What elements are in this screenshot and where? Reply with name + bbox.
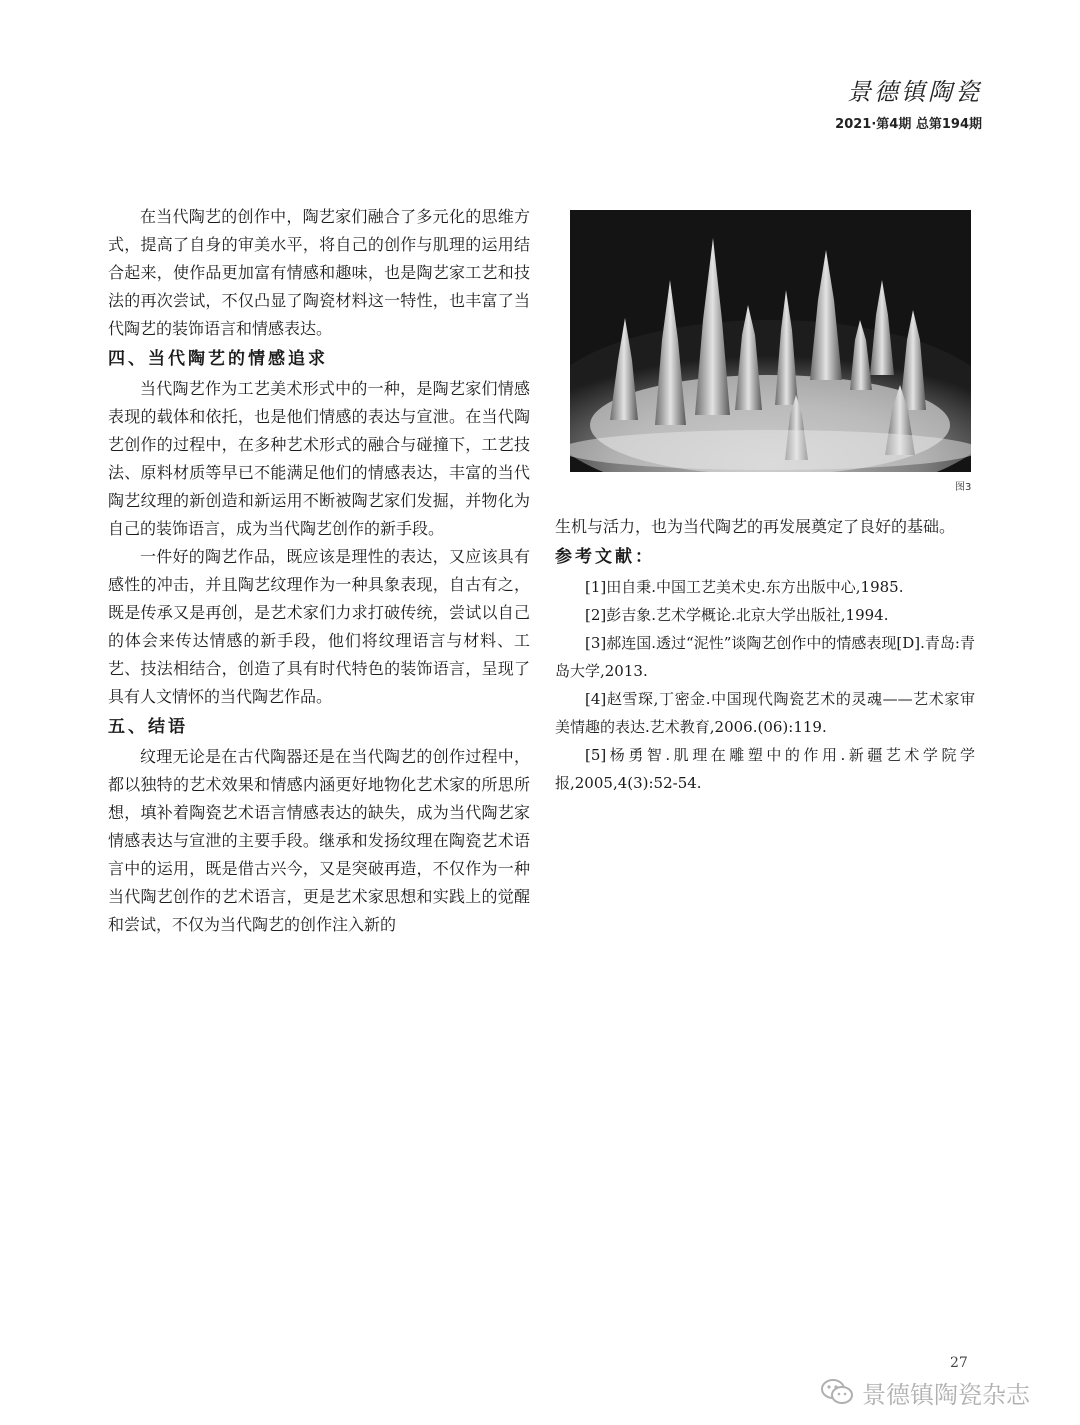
- journal-title: 景德镇陶瓷: [847, 78, 982, 106]
- masthead: [835, 72, 982, 132]
- issue-info: 2021·第4期 总第194期: [835, 117, 982, 132]
- section-heading-5: 五、结语: [108, 717, 188, 737]
- paragraph-continuation: 生机与活力，也为当代陶艺的再发展奠定了良好的基础。: [555, 517, 956, 536]
- paragraph: 在当代陶艺的创作中，陶艺家们融合了多元化的思维方式，提高了自身的审美水平，将自己的创作与肌理的运用结合起来，使作品更加富有情感和趣味，也是陶艺家工艺和技法的再次尝试，不仅凸显了陶瓷材料这一特性，也丰富了当代陶艺的装饰语言和情感表达。: [108, 207, 530, 338]
- section-heading-4: 四、当代陶艺的情感追求: [108, 349, 328, 369]
- right-column: [555, 513, 975, 797]
- paragraph: 当代陶艺作为工艺美术形式中的一种，是陶艺家们情感表现的载体和依托，也是他们情感的表达与宣泄。在当代陶艺创作的过程中，在多种艺术形式的融合与碰撞下，工艺技法、原料材质等早已不能满足他们的情感表达，丰富的当代陶艺纹理的新创造和新运用不断被陶艺家们发掘，并物化为自己的装饰语言，成为当代陶艺创作的新手段。: [108, 379, 530, 538]
- paragraph: 纹理无论是在古代陶器还是在当代陶艺的创作过程中，都以独特的艺术效果和情感内涵更好地物化艺术家的所思所想，填补着陶瓷艺术语言情感表达的缺失，成为当代陶艺家情感表达与宣泄的主要手段。继承和发扬纹理在陶瓷艺术语言中的运用，既是借古兴今，又是突破再造，不仅作为一种当代陶艺创作的艺术语言，更是艺术家思想和实践上的觉醒和尝试，不仅为当代陶艺的创作注入新的: [108, 747, 530, 934]
- page-number: 27: [950, 1355, 968, 1371]
- watermark-text: 景德镇陶瓷杂志: [862, 1380, 1030, 1409]
- left-column: [108, 203, 530, 939]
- sculpture-image: [570, 210, 971, 472]
- references-heading: 参考文献：: [555, 547, 655, 567]
- watermark: [820, 1372, 1030, 1412]
- reference-item: [2]彭吉象.艺术学概论.北京大学出版社,1994.: [585, 606, 889, 624]
- reference-item: [1]田自秉.中国工艺美术史.东方出版中心,1985.: [585, 578, 904, 596]
- reference-item: [4]赵雪琛,丁密金.中国现代陶瓷艺术的灵魂——艺术家审美情趣的表达.艺术教育,2006.(06):119.: [555, 690, 975, 736]
- reference-item: [5]杨勇智.肌理在雕塑中的作用.新疆艺术学院学报,2005,4(3):52-54.: [555, 746, 975, 792]
- figure-ceramic-sculpture-photo: [570, 210, 971, 472]
- figure-caption: 图3: [955, 482, 972, 493]
- paragraph: 一件好的陶艺作品，既应该是理性的表达，又应该具有感性的冲击，并且陶艺纹理作为一种具象表现，自古有之，既是传承又是再创，是艺术家们力求打破传统，尝试以自己的体会来传达情感的新手段，他们将纹理语言与材料、工艺、技法相结合，创造了具有时代特色的装饰语言，呈现了具有人文情怀的当代陶艺作品。: [108, 547, 530, 706]
- wechat-icon: [820, 1377, 854, 1407]
- reference-item: [3]郝连国.透过“泥性”谈陶艺创作中的情感表现[D].青岛:青岛大学,2013.: [555, 634, 975, 680]
